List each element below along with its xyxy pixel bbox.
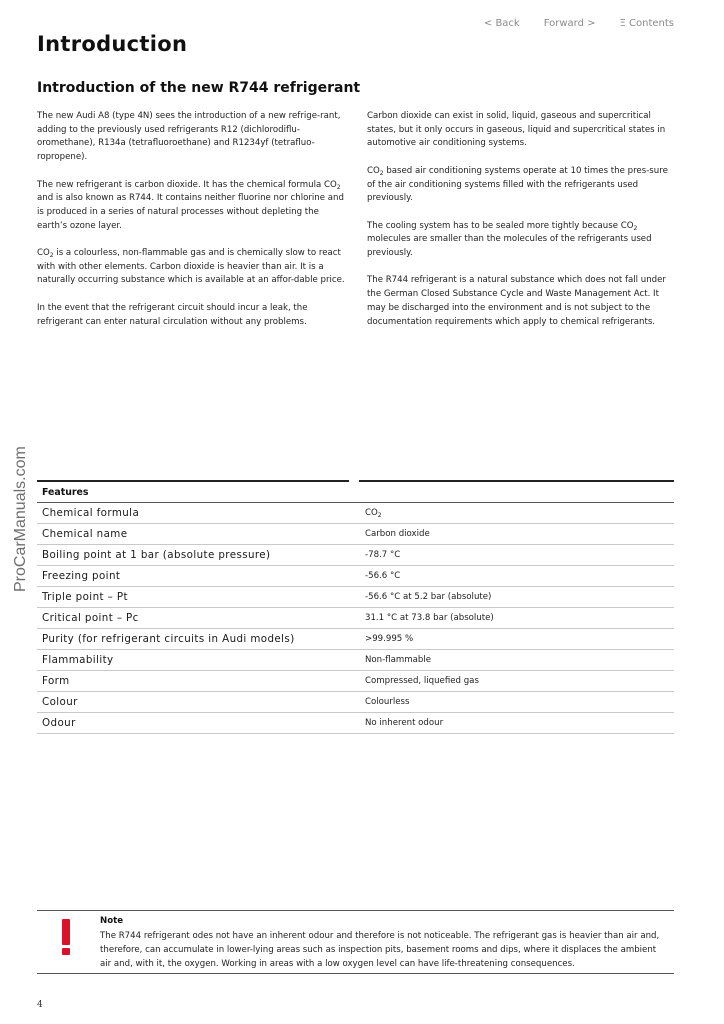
feature-label: Flammability [42, 654, 114, 666]
feature-label: Colour [42, 696, 78, 708]
table-row [37, 629, 674, 650]
feature-value: 31.1 °C at 73.8 bar (absolute) [365, 613, 494, 623]
feature-value: >99.995 % [365, 634, 414, 644]
features-table [37, 482, 674, 734]
exclamation-warning-icon [56, 917, 76, 957]
feature-value: Compressed, liquefied gas [365, 676, 479, 686]
page-number: 4 [37, 1000, 43, 1010]
table-row [37, 692, 674, 713]
feature-label: Chemical formula [42, 507, 140, 519]
left-text-column [37, 110, 347, 343]
feature-value: No inherent odour [365, 718, 444, 728]
feature-value: Colourless [365, 697, 410, 707]
contents-link[interactable]: Ξ Contents [619, 18, 674, 29]
feature-value: -78.7 °C [365, 550, 401, 560]
paragraph: $CO_2$ is a colourless, non-flammable gas and is chemically slow to react with with other elements. Carbon dioxide is heavier than air. It is a naturally occurring substance which is available at an affor-dable price. [37, 248, 345, 286]
feature-label: Freezing point [42, 570, 121, 582]
table-header: Features [37, 482, 674, 503]
page-title: Introduction [37, 32, 188, 56]
feature-label: Critical point – Pc [42, 612, 139, 624]
paragraph: The new Audi A8 (type 4N) sees the introduction of a new refrige-rant, adding to the previously used refrigerants R12 (dichlorodiflu-oromethane), R134a (tetrafluoroethane) and R1234yf (tetrafluo-ropropene). [37, 111, 341, 163]
note-title: Note [100, 916, 124, 926]
note-body: The R744 refrigerant odes not have an inherent odour and therefore is not noticeable. The refrigerant gas is heavier than air and, therefore, can accumulate in lower-lying areas such as inspection pits, basement rooms and dips, where it displaces the ambient air and, with it, the oxygen. Working in areas with a low oxygen level can have life-threatening consequences. [100, 931, 660, 969]
table-row [37, 608, 674, 629]
feature-value: Carbon dioxide [365, 529, 430, 539]
watermark: ProCarManuals.com [12, 446, 29, 592]
paragraph: In the event that the refrigerant circuit should incur a leak, the refrigerant can enter natural circulation without any problems. [37, 302, 308, 327]
table-row [37, 524, 674, 545]
feature-value: Non-flammable [365, 655, 432, 665]
table-row [37, 503, 674, 524]
warning-note [37, 910, 674, 974]
feature-label: Chemical name [42, 528, 128, 540]
feature-label: Form [42, 675, 70, 687]
right-text-column [367, 110, 677, 343]
feature-value: $CO_2$ [365, 508, 382, 519]
table-row [37, 671, 674, 692]
table-row [37, 713, 674, 734]
paragraph: Carbon dioxide can exist in solid, liquid, gaseous and supercritical states, but it only occurs in gaseous, liquid and supercritical states in automotive air conditioning systems. [367, 111, 666, 149]
feature-value: -56.6 °C [365, 571, 401, 581]
table-row [37, 587, 674, 608]
paragraph: The cooling system has to be sealed more tightly because $CO_2$ molecules are smaller than the molecules of the refrigerants used previously. [367, 220, 652, 258]
table-row [37, 650, 674, 671]
feature-label: Odour [42, 717, 76, 729]
feature-label: Boiling point at 1 bar (absolute pressure) [42, 549, 271, 561]
table-row [37, 566, 674, 587]
feature-value: -56.6 °C at 5.2 bar (absolute) [365, 592, 492, 602]
section-title: Introduction of the new R744 refrigerant [37, 80, 361, 96]
paragraph: The R744 refrigerant is a natural substance which does not fall under the German Closed Substance Cycle and Waste Management Act. It may be discharged into the environment and is not subject to the documentation requirements which apply to chemical refrigerants. [367, 275, 666, 327]
table-row [37, 545, 674, 566]
paragraph: $CO_2$ based air conditioning systems operate at 10 times the pres-sure of the air conditioning systems filled with the refrigerants used previously. [367, 165, 668, 204]
paragraph: The new refrigerant is carbon dioxide. It has the chemical formula $CO_2$ and is also known as R744. It contains neither fluorine nor chlorine and is produced in a series of natural processes without depleting the earth’s ozone layer. [37, 179, 344, 231]
page-navigation [484, 18, 674, 29]
forward-link[interactable]: Forward > [543, 18, 596, 29]
feature-label: Purity (for refrigerant circuits in Audi models) [42, 633, 295, 645]
feature-label: Triple point – Pt [42, 591, 128, 603]
back-link[interactable]: < Back [483, 18, 520, 29]
